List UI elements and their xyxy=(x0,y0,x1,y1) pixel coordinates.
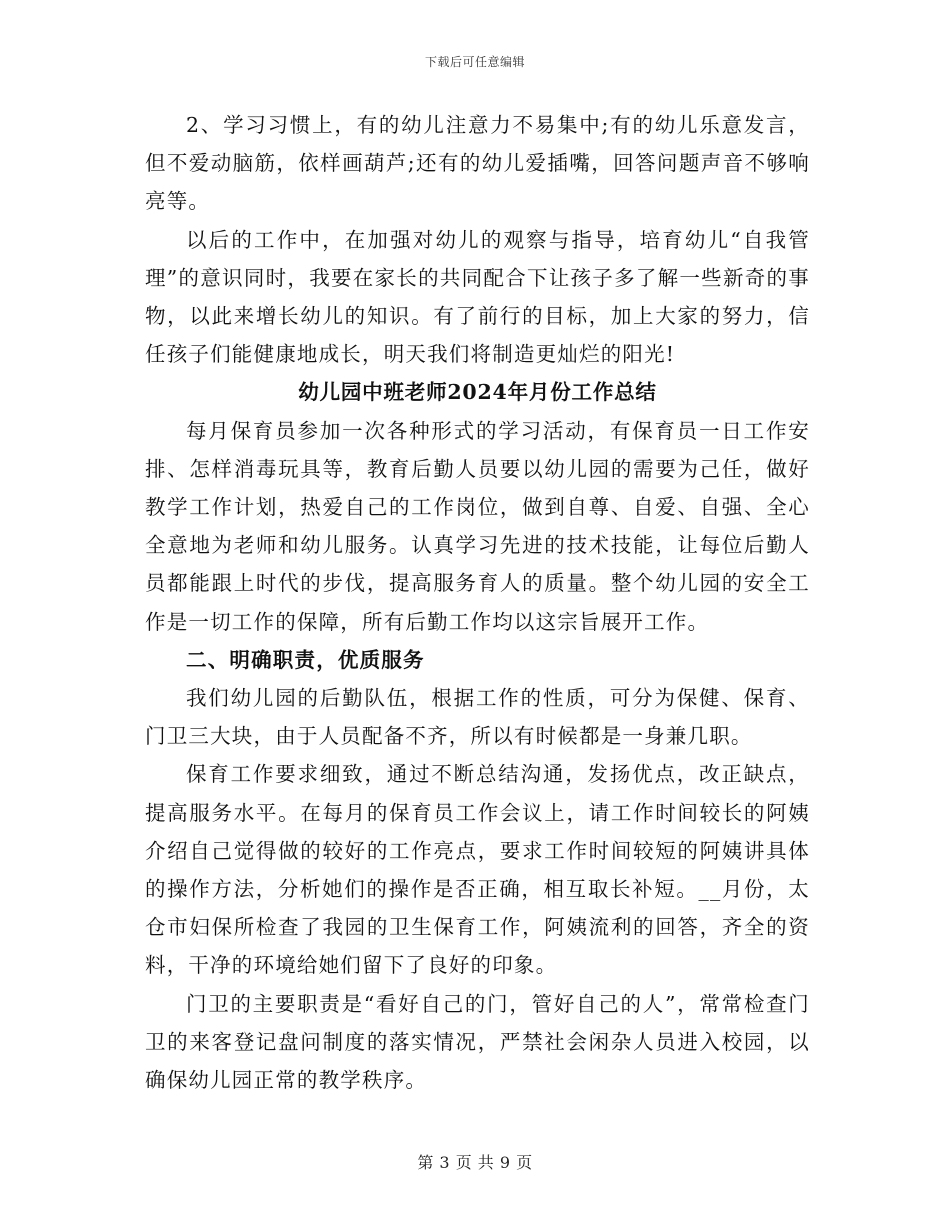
page-header: 下载后可任意编辑 xyxy=(424,55,525,69)
paragraph-learning-habits: 2、学习习惯上，有的幼儿注意力不易集中;有的幼儿乐意发言，但不爱动脑筋，依样画葫芦;还有的幼儿爱插嘴，回答问题声音不够响亮等。 xyxy=(145,113,810,214)
paragraph-monthly-study: 每月保育员参加一次各种形式的学习活动，有保育员一日工作安排、怎样消毒玩具等，教育后勤人员要以幼儿园的需要为己任，做好教学工作计划，热爱自己的工作岗位，做到自尊、自爱、自强、全心全意地为老师和幼儿服务。认真学习先进的技术技能，让每位后勤人员都能跟上时代的步伐，提高服务育人的质量。整个幼儿园的安全工作是一切工作的保障，所有后勤工作均以这宗旨展开工作。 xyxy=(145,418,810,634)
paragraph-care-work: 保育工作要求细致，通过不断总结沟通，发扬优点，改正缺点，提高服务水平。在每月的保育员工作会议上，请工作时间较长的阿姨介绍自己觉得做的较好的工作亮点，要求工作时间较短的阿姨讲具体的操作方法，分析她们的操作是否正确，相互取长补短。__月份，太仓市妇保所检查了我园的卫生保育工作，阿姨流利的回答，齐全的资料，干净的环境给她们留下了良好的印象。 xyxy=(145,762,810,978)
document-body xyxy=(145,106,810,1099)
paragraph-future-work: 以后的工作中，在加强对幼儿的观察与指导，培育幼儿“自我管理”的意识同时，我要在家长的共同配合下让孩子多了解一些新奇的事物，以此来增长幼儿的知识。有了前行的目标，加上大家的努力，信任孩子们能健康地成长，明天我们将制造更灿烂的阳光! xyxy=(145,227,810,367)
section-heading: 二、明确职责，优质服务 xyxy=(186,647,425,672)
document-title: 幼儿园中班老师2024年月份工作总结 xyxy=(298,380,657,405)
page-number: 第 3 页 共 9 页 xyxy=(417,1153,533,1172)
paragraph-logistics-team: 我们幼儿园的后勤队伍，根据工作的性质，可分为保健、保育、门卫三大块，由于人员配备不齐，所以有时候都是一身兼几职。 xyxy=(145,686,810,749)
paragraph-gatekeeper: 门卫的主要职责是“看好自己的门，管好自己的人”，常常检查门卫的来客登记盘问制度的落实情况，严禁社会闲杂人员进入校园，以确保幼儿园正常的教学秩序。 xyxy=(145,991,810,1093)
